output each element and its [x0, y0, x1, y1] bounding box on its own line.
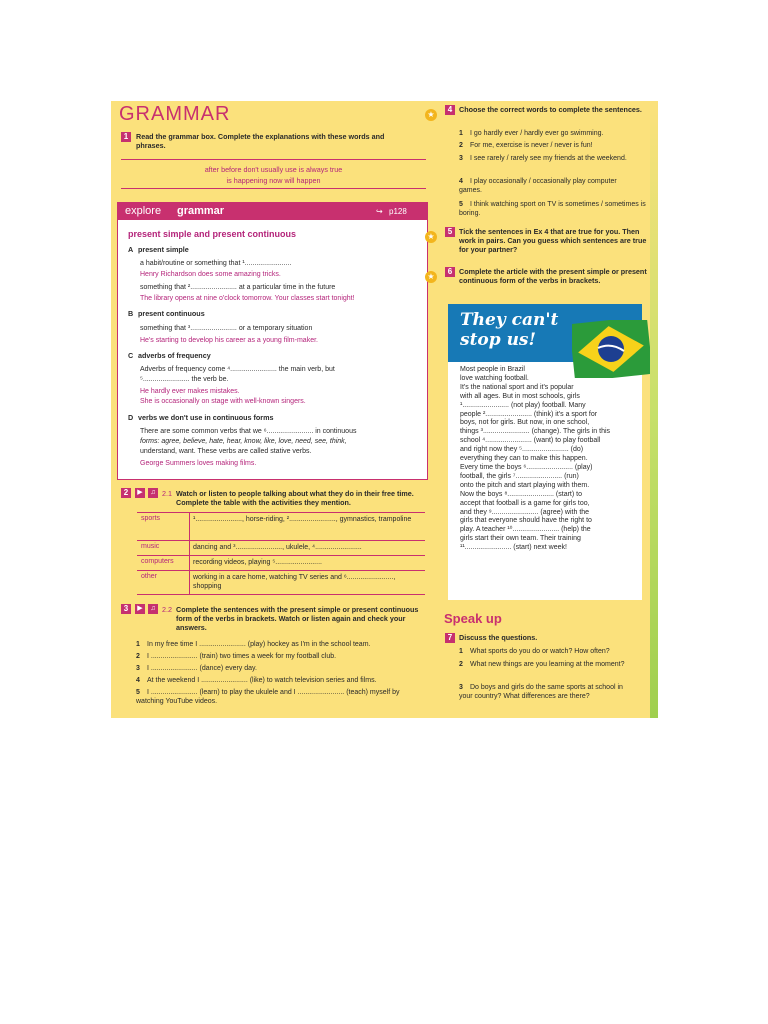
article-line: and they ⁹........................ (agree) with the — [460, 508, 590, 516]
row-value: ¹........................, horse-riding, ²........................, gymnastics, trampoline — [193, 516, 412, 523]
item-text: I ........................ (dance) every day. — [147, 665, 257, 672]
list-item: 5 I ........................ (learn) to play the ukulele and I ........................ (teach) myself by watching YouTube videos. — [136, 689, 400, 705]
rule-line: Adverbs of frequency come ⁴........................ the main verb, but — [140, 366, 335, 373]
video-icon[interactable]: ▶ — [135, 488, 145, 498]
example-sentence: She is occasionally on stage with well-known singers. — [140, 398, 306, 405]
exercise-6-instruction: Complete the article with the present simple or present continuous form of the verbs in brackets. — [459, 267, 647, 285]
section-letter: C — [128, 351, 134, 360]
table-row — [137, 540, 425, 555]
title-line: stop us! — [460, 330, 536, 350]
article-line: things ³........................ (change). The girls in this — [460, 428, 611, 436]
list-item: 1 I go hardly ever / hardly ever go swimming. — [459, 130, 604, 137]
article-line: boys, not for girls. But now, in one school, — [460, 419, 590, 427]
side-stripe — [650, 101, 658, 718]
exercise-number: 5 — [445, 227, 455, 237]
article-line: people ²........................ (think) it's a sport for — [460, 410, 598, 418]
item-text: I play occasionally / occasionally play computer games. — [459, 178, 617, 194]
audio-track: 2.2 — [162, 605, 172, 614]
star-icon: ★ — [425, 109, 437, 121]
video-icon[interactable]: ▶ — [135, 604, 145, 614]
row-label: computers — [141, 558, 174, 565]
example-sentence: The library opens at nine o'clock tomorrow. Your classes start tonight! — [140, 295, 355, 302]
rule-line: ⁵........................ the verb be. — [140, 376, 229, 383]
item-text: At the weekend I ........................ (like) to watch television series and films. — [147, 677, 377, 684]
item-text: Do boys and girls do the same sports at school in your country? What differences are there? — [459, 684, 623, 700]
exercise-number: 2 — [121, 488, 131, 498]
word-box-line-1: after before don't usually use is always true — [204, 165, 343, 174]
article-line: football, the girls ⁷........................ (run) — [460, 472, 579, 480]
article-body — [460, 366, 640, 553]
exercise-3-instruction: Complete the sentences with the present simple or present continuous form of the verbs in brackets. Watch or listen again and check your answers. — [176, 605, 419, 632]
section-c-title — [128, 351, 211, 360]
item-text: For me, exercise is never / never is fun! — [470, 142, 593, 149]
row-label: music — [141, 543, 160, 550]
explore-grammar-header — [118, 203, 427, 220]
audio-icon[interactable]: ♫ — [148, 604, 158, 614]
item-text: I see rarely / rarely see my friends at the weekend. — [470, 155, 627, 162]
list-item: 4 At the weekend I ........................ (like) to watch television series and films. — [136, 677, 377, 684]
exercise-5-instruction: Tick the sentences in Ex 4 that are true for you. Then work in pairs. Can you guess which sentences are true for your partner? — [459, 227, 647, 254]
item-text: What new things are you learning at the moment? — [470, 661, 625, 668]
article-line: girls that everyone should have the right to — [460, 517, 592, 525]
article-line: Now the boys ⁸........................ (start) to — [460, 490, 582, 498]
article-line: everything they can to make this happen. — [460, 455, 588, 463]
exercise-number: 1 — [121, 132, 131, 142]
title-line: They can't — [460, 310, 559, 330]
article-line: accept that football is a game for girls too, — [460, 499, 590, 507]
article-line: ¹........................ (not play) football. Many — [460, 401, 586, 409]
article-line: with all ages. But in most schools, girls — [460, 392, 580, 400]
grammar-heading: present simple and present continuous — [128, 229, 297, 239]
speak-up-title: Speak up — [444, 611, 502, 626]
rule-line: understand, want. These verbs are called stative verbs. — [140, 448, 312, 455]
rule-line: something that ³........................ or a temporary situation — [140, 325, 313, 332]
divider — [137, 594, 425, 595]
arrow-icon: ↪ — [376, 207, 383, 216]
rule-line: a habit/routine or something that ¹........................ — [140, 260, 292, 267]
section-title: adverbs of frequency — [138, 351, 211, 360]
explore-grammar-box — [117, 202, 428, 480]
divider — [121, 159, 426, 160]
item-text: I think watching sport on TV is sometimes / sometimes is boring. — [459, 201, 646, 217]
article-line: Every time the boys ⁶........................ (play) — [460, 463, 593, 471]
exercise-number: 4 — [445, 105, 455, 115]
item-text: I ........................ (learn) to play the ukulele and I ........................ (teach) myself by watching YouTube videos. — [136, 689, 400, 705]
section-letter: B — [128, 309, 134, 318]
section-b-title — [128, 309, 205, 318]
rule-line: something that ²........................ at a particular time in the future — [140, 284, 336, 291]
page-title: GRAMMAR — [119, 103, 231, 125]
exercise-number: 7 — [445, 633, 455, 643]
list-item: 3 I ........................ (dance) every day. — [136, 665, 257, 672]
article-line: ¹¹........................ (start) next week! — [460, 544, 567, 552]
list-item: 2 I ........................ (train) two times a week for my football club. — [136, 653, 337, 660]
audio-track: 2.1 — [162, 489, 172, 498]
exercise-4-instruction: Choose the correct words to complete the sentences. — [459, 105, 642, 114]
article-line: and right now they ⁵........................ (do) — [460, 446, 584, 454]
item-text: I go hardly ever / hardly ever go swimming. — [470, 130, 604, 137]
list-item: 3 Do boys and girls do the same sports at school in your country? What differences are there? — [459, 684, 623, 700]
section-letter: A — [128, 245, 134, 254]
exercise-number: 6 — [445, 267, 455, 277]
row-value: recording videos, playing ⁵........................ — [193, 559, 322, 566]
article-line: onto the pitch and start playing with them. — [460, 481, 590, 489]
grammar-label: grammar — [177, 205, 225, 217]
section-a-title — [128, 245, 189, 254]
table-row — [137, 555, 425, 570]
item-text: I ........................ (train) two times a week for my football club. — [147, 653, 337, 660]
star-icon: ★ — [425, 231, 437, 243]
exercise-2-instruction: Watch or listen to people talking about what they do in their free time. Complete the table with the activities they mention. — [176, 489, 414, 507]
article-line: Most people in Brazil — [460, 366, 525, 373]
textbook-page — [111, 101, 658, 718]
list-item: 3 I see rarely / rarely see my friends at the weekend. — [459, 155, 627, 162]
exercise-1-instruction: Read the grammar box. Complete the explanations with these words and phrases. — [136, 132, 385, 150]
row-label: other — [141, 573, 157, 580]
list-item: 4 I play occasionally / occasionally play computer games. — [459, 178, 617, 194]
article-line: school ⁴........................ (want) to play football — [460, 437, 601, 445]
list-item: 2 What new things are you learning at the moment? — [459, 661, 625, 668]
exercise-number: 3 — [121, 604, 131, 614]
list-item: 2 For me, exercise is never / never is fun! — [459, 142, 593, 149]
row-label: sports — [141, 515, 161, 522]
page-reference: p128 — [389, 207, 407, 216]
row-value: dancing and ³........................, ukulele, ⁴........................ — [193, 544, 362, 551]
exercise-7-instruction: Discuss the questions. — [459, 633, 538, 642]
table-row — [137, 512, 425, 538]
list-item: 1 In my free time I ........................ (play) hockey as I'm in the school team. — [136, 641, 371, 648]
list-item: 1 What sports do you do or watch? How often? — [459, 648, 610, 655]
section-title: present continuous — [138, 309, 205, 318]
section-title: present simple — [138, 245, 189, 254]
article-line: girls start their own team. Their training — [460, 535, 581, 543]
item-text: What sports do you do or watch? How often? — [470, 648, 610, 655]
article-card — [448, 304, 642, 600]
item-text: In my free time I ........................ (play) hockey as I'm in the school team. — [147, 641, 371, 648]
article-line: It's the national sport and it's popular — [460, 383, 574, 391]
star-icon: ★ — [425, 271, 437, 283]
table-row — [137, 570, 425, 595]
section-letter: D — [128, 413, 134, 422]
example-sentence: Henry Richardson does some amazing tricks. — [140, 271, 281, 278]
article-line: play. A teacher ¹⁰........................ (help) the — [460, 526, 591, 534]
word-box-line-2: is happening now will happen — [226, 176, 321, 185]
divider — [121, 188, 426, 189]
example-sentence: He hardly ever makes mistakes. — [140, 388, 240, 395]
audio-icon[interactable]: ♫ — [148, 488, 158, 498]
rule-line: There are some common verbs that we ⁶........................ in continuous — [140, 428, 357, 435]
column-divider — [189, 512, 190, 594]
section-title: verbs we don't use in continuous forms — [138, 413, 274, 422]
row-value: working in a care home, watching TV series and ⁶........................, shopping — [193, 574, 396, 590]
rule-line: forms: agree, believe, hate, hear, know, like, love, need, see, think, — [140, 438, 347, 445]
section-d-title — [128, 413, 274, 422]
list-item: 5 I think watching sport on TV is sometimes / sometimes is boring. — [459, 201, 646, 217]
explore-label: explore — [125, 205, 162, 217]
example-sentence: George Summers loves making films. — [140, 460, 257, 467]
example-sentence: He's starting to develop his career as a young film-maker. — [140, 337, 318, 344]
article-title — [460, 310, 570, 350]
article-line: love watching football. — [460, 374, 529, 382]
